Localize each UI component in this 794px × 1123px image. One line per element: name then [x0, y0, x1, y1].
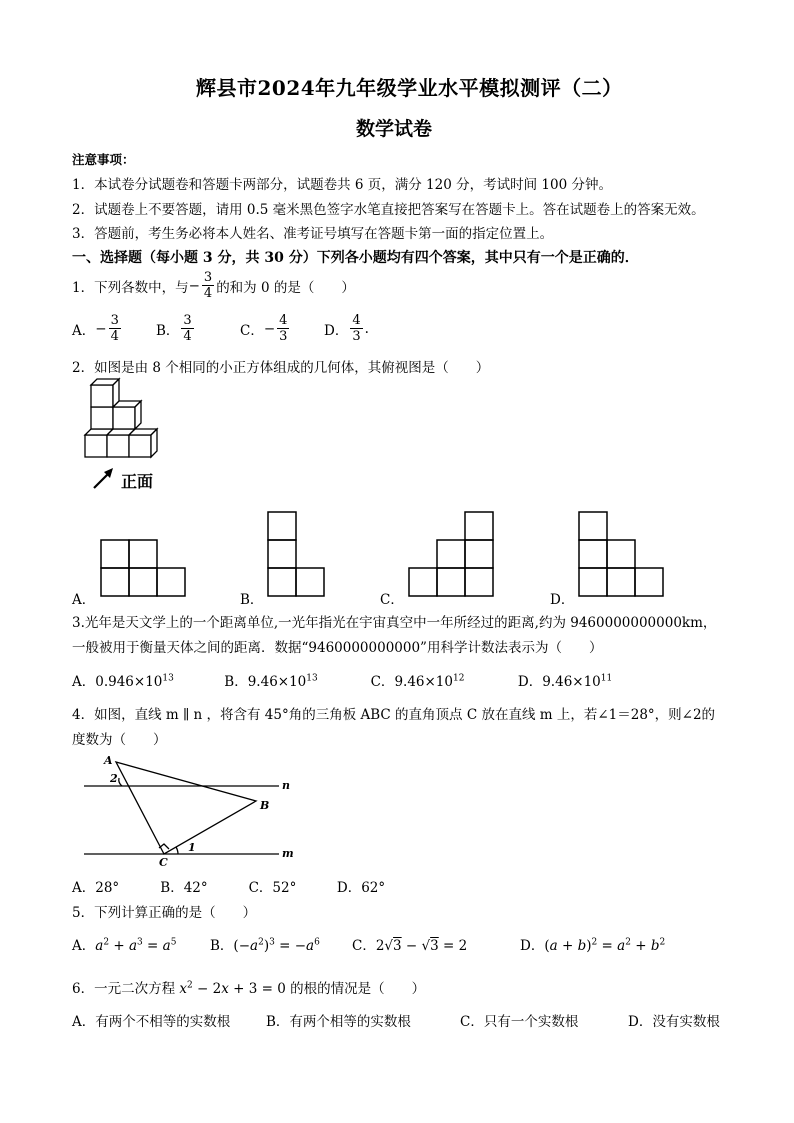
question-3-line2: 一般被用于衡量天体之间的距离．数据“9460000000000”用科学计数法表示为（ ）	[72, 640, 603, 656]
option-fraction	[109, 313, 121, 344]
question-4-line2: 度数为（ ）	[72, 732, 167, 748]
q1-stem-pre: 1．下列各数中，与	[72, 279, 189, 296]
q1-option-d	[324, 313, 369, 344]
q1-options	[72, 313, 369, 344]
q2-option-d: D．	[550, 592, 575, 608]
q1-sign: −	[188, 277, 200, 294]
q3-option-b	[224, 670, 366, 690]
label-m: m	[282, 847, 294, 860]
option-label: A．	[72, 322, 96, 339]
option-label: C．	[240, 322, 264, 339]
option-label: A．	[72, 674, 96, 690]
label-A: A	[104, 754, 113, 767]
option-label: B．	[224, 674, 248, 690]
frac-den: 4	[110, 329, 119, 344]
q2-option-b: B．	[240, 592, 264, 608]
q6-option-c: C．只有一个实数根	[460, 1014, 579, 1030]
q1-frac-den: 4	[203, 286, 213, 301]
q1-frac-num: 3	[203, 270, 213, 285]
frac-num: 4	[352, 313, 361, 328]
option-tail: .	[364, 320, 369, 337]
option-exponent: 12	[453, 673, 465, 684]
front-arrow-icon	[92, 466, 116, 490]
option-base: 0.946×10	[95, 674, 163, 690]
question-3-line1: 3.光年是天文学上的一个距离单位,一光年指光在宇宙真空中一年所经过的距离,约为 9460000000000km，	[72, 615, 717, 631]
option-label: D．	[520, 938, 545, 954]
frac-num: 3	[110, 313, 119, 328]
q4-option-d: D．62°	[336, 880, 386, 896]
q1-option-b	[156, 313, 240, 344]
q6-equation: $x^2 - 2x + 3 = 0$	[179, 980, 286, 997]
q3-option-a	[72, 670, 220, 690]
q4-option-b: B．42°	[160, 880, 208, 896]
q2-option-c-figure	[408, 511, 498, 601]
q2-option-d-figure	[578, 511, 668, 601]
option-label: D．	[324, 322, 349, 339]
notice-item-2: 2．试题卷上不要答题，请用 0.5 毫米黑色签字水笔直接把答案写在答题卡上。答在试题卷上的答案无效。	[72, 202, 705, 218]
frac-num: 4	[279, 313, 288, 328]
option-base: 9.46×10	[247, 674, 307, 690]
q1-option-c	[240, 313, 324, 344]
q6-stem-pre: 6．一元二次方程	[72, 981, 176, 997]
option-label: C．	[370, 674, 395, 690]
frac-den: 3	[352, 329, 361, 344]
q2-option-b-figure	[267, 511, 327, 601]
label-n: n	[282, 779, 290, 792]
option-base: 9.46×10	[394, 674, 453, 690]
option-label: B．	[156, 322, 180, 339]
label-B: B	[260, 799, 270, 812]
q5-option-b: B．$(-a^2)^3 = -a^6$	[210, 937, 320, 954]
q2-solid-figure	[80, 385, 190, 465]
q4-option-a: A．28°	[72, 880, 120, 896]
option-exponent: 13	[162, 673, 174, 684]
label-C: C	[159, 856, 168, 869]
q1-option-a	[72, 313, 156, 344]
q5-option-d: D．$(a + b)^2 = a^2 + b^2$	[520, 937, 666, 954]
question-2: 2．如图是由 8 个相同的小正方体组成的几何体，其俯视图是（ ）	[72, 360, 490, 376]
q5-option-a: A．$a^2 + a^3 = a^5$	[72, 937, 177, 954]
q4-option-c: C．52°	[248, 880, 297, 896]
q5-option-c: C．2√3 − √3 = 2	[352, 938, 468, 954]
question-1	[72, 270, 355, 301]
frac-num: 3	[183, 313, 192, 328]
notice-heading: 注意事项：	[72, 152, 135, 167]
section-heading: 一、选择题（每小题 3 分，共 30 分）下列各小题均有四个答案，其中只有一个是正确的．	[72, 250, 639, 266]
q6-option-b: B．有两个相等的实数根	[266, 1014, 411, 1030]
question-5: 5．下列计算正确的是（ ）	[72, 905, 257, 921]
option-label: D．	[517, 674, 543, 690]
option-sign: −	[95, 320, 107, 337]
question-6	[72, 977, 425, 997]
q6-stem-post: 的根的情况是（ ）	[290, 981, 426, 997]
option-fraction	[181, 313, 193, 344]
q2-option-c: C．	[380, 592, 404, 608]
q3-option-c	[371, 670, 514, 690]
frac-den: 4	[183, 329, 192, 344]
notice-item-1: 1．本试卷分试题卷和答题卡两部分，试题卷共 6 页，满分 120 分，考试时间 100 分钟。	[72, 177, 612, 193]
q4-options	[72, 876, 385, 896]
q2-option-a-figure	[100, 539, 190, 599]
q2-option-a: A．	[72, 592, 96, 608]
notice-item-3: 3．答题前，考生务必将本人姓名、准考证号填写在答题卡第一面的指定位置上。	[72, 226, 554, 242]
option-fraction	[350, 313, 362, 344]
q1-stem-post: 的和为 0 的是（ ）	[216, 279, 355, 296]
q3-options	[72, 670, 612, 690]
q4-triangle-figure	[84, 752, 304, 867]
option-exponent: 11	[600, 673, 613, 684]
page-title: 辉县市2024年九年级学业水平模拟测评（二）	[196, 76, 623, 100]
option-exponent: 13	[306, 673, 318, 684]
front-label: 正面	[121, 472, 154, 491]
frac-den: 3	[279, 329, 288, 344]
option-base: 9.46×10	[542, 674, 601, 690]
q1-fraction	[202, 270, 214, 301]
option-fraction	[277, 313, 289, 344]
q3-option-d	[518, 670, 612, 690]
option-label: B．	[210, 938, 234, 954]
label-angle2: 2	[110, 772, 118, 785]
q6-option-a: A．有两个不相等的实数根	[72, 1014, 231, 1030]
q6-option-d: D．没有实数根	[628, 1014, 720, 1030]
option-label: C．	[352, 938, 376, 954]
option-label: A．	[72, 938, 96, 954]
label-angle1: 1	[188, 841, 196, 854]
option-sign: −	[263, 320, 276, 337]
page-subtitle: 数学试卷	[356, 118, 433, 140]
question-4-line1: 4．如图，直线 m ∥ n ，将含有 45°角的三角板 ABC 的直角顶点 C 放在直线 m 上，若∠1＝28°，则∠2的	[72, 707, 716, 723]
